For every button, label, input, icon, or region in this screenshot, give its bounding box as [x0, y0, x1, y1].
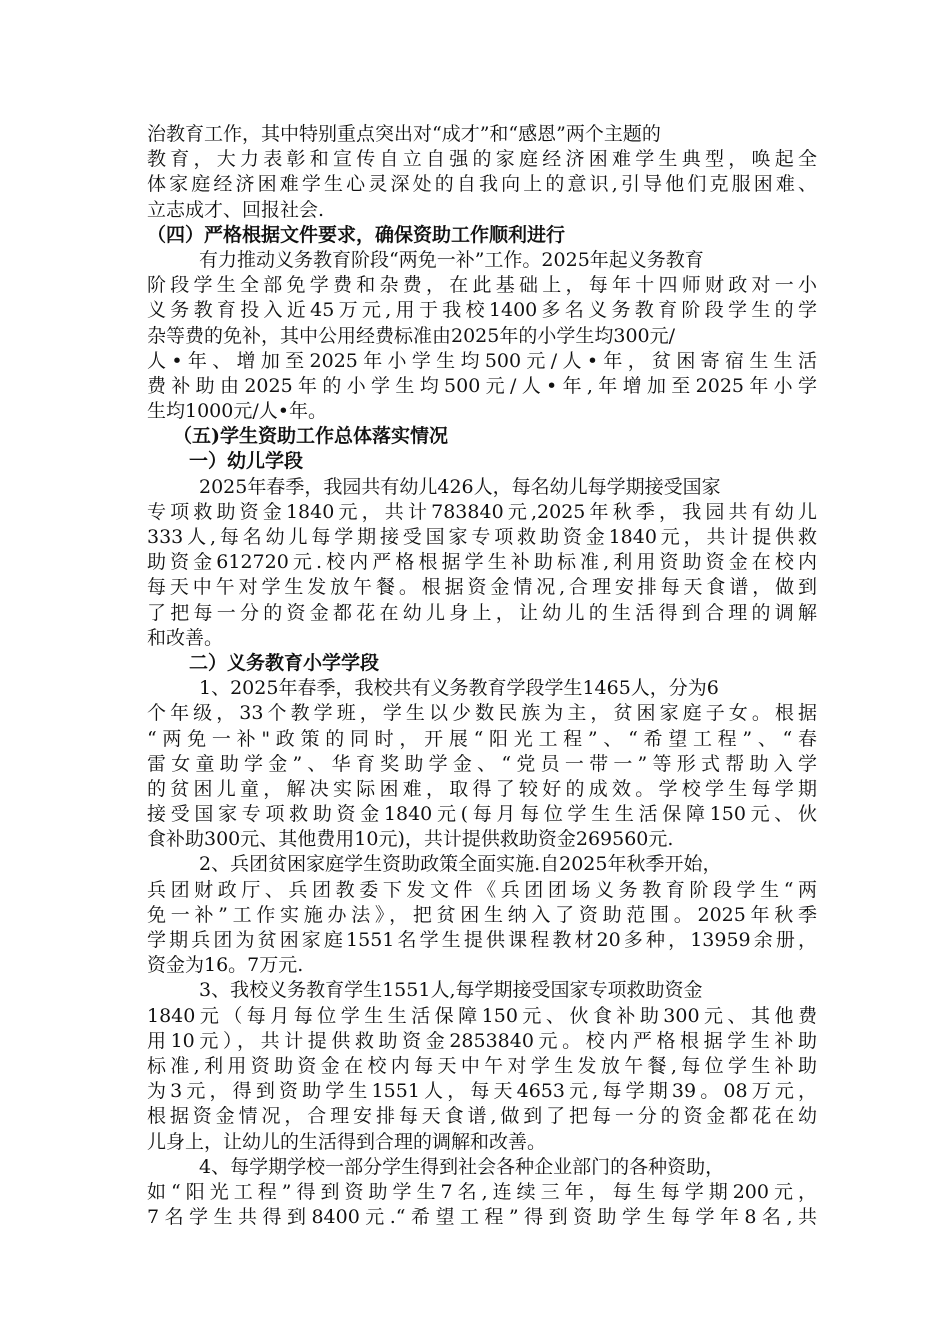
body-text-line: 了把每一分的资金都花在幼儿身上，让幼儿的生活得到合理的调解 [147, 601, 817, 624]
body-text-line: 2025年春季，我园共有幼儿426人，每名幼儿每学期接受国家 [199, 475, 721, 498]
body-text-line: 治教育工作，其中特别重点突出对“成才”和“感恩”两个主题的 [147, 123, 661, 145]
body-text-line: 人•年、增加至2025年小学生均500元/人•年，贫困寄宿生生活 [147, 349, 817, 372]
body-text-line: “两免一补"政策的同时，开展“阳光工程”、“希望工程”、“春 [147, 727, 817, 750]
body-text-line: 333人,每名幼儿每学期接受国家专项救助资金1840元，共计提供救 [147, 526, 817, 548]
body-text-line: 兵团财政厅、兵团教委下发文件《兵团团场义务教育阶段学生“两 [147, 878, 817, 901]
body-text-line: 接受国家专项救助资金1840元(每月每位学生生活保障150元、伙 [147, 803, 817, 826]
body-text-line: 7名学生共得到8400元.“希望工程”得到资助学生每学年8名,共 [147, 1206, 817, 1229]
body-text-line: 4、每学期学校一部分学生得到社会各种企业部门的各种资助， [199, 1155, 725, 1178]
body-text-line: 义务教育投入近45万元,用于我校1400多名义务教育阶段学生的学 [147, 299, 817, 322]
section-heading: 二）义务教育小学学段 [189, 651, 380, 674]
body-text-line: 个年级，33个教学班，学生以少数民族为主，贫困家庭子女。根据 [147, 702, 817, 725]
body-text-line: 1840元（每月每位学生生活保障150元、伙食补助300元、其他费 [147, 1004, 817, 1027]
body-text-line: 阶段学生全部免学费和杂费，在此基础上，每年十四师财政对一小 [147, 274, 817, 297]
body-text-line: 费补助由2025年的小学生均500元/人•年,年增加至2025年小学 [147, 374, 817, 397]
body-text-line: 为3元，得到资助学生1551人，每天4653元,每学期39。08万元， [147, 1080, 817, 1103]
body-text-line: 1、2025年春季，我校共有义务教育学段学生1465人，分为6 [199, 677, 719, 700]
body-text-line: 用10元），共计提供救助资金2853840元。校内严格根据学生补助 [147, 1029, 817, 1052]
body-text-line: 资金为16。7万元. [147, 954, 304, 977]
section-heading: （四）严格根据文件要求，确保资助工作顺利进行 [147, 223, 566, 246]
body-text-line: 标准,利用资助资金在校内每天中午对学生发放午餐,每位学生补助 [147, 1054, 817, 1077]
body-text-line: 雷女童助学金”、华育奖助学金、“党员一带一”等形式帮助入学 [147, 752, 817, 775]
section-heading: （五)学生资助工作总体落实情况 [173, 425, 448, 448]
body-text-line: 2、兵团贫困家庭学生资助政策全面实施.自2025年秋季开始， [199, 853, 722, 876]
body-text-line: 体家庭经济困难学生心灵深处的自我向上的意识,引导他们克服困难、 [147, 173, 817, 196]
body-text-line: 食补助300元、其他费用10元)，共计提供救助资金269560元. [147, 828, 674, 851]
body-text-line: 根据资金情况，合理安排每天食谱,做到了把每一分的资金都花在幼 [147, 1105, 817, 1128]
section-heading: 一）幼儿学段 [189, 450, 304, 473]
body-text-line: 3、我校义务教育学生1551人,每学期接受国家专项救助资金 [199, 979, 703, 1002]
body-text-line: 学期兵团为贫困家庭1551名学生提供课程教材20多种，13959余册， [147, 929, 817, 951]
body-text-line: 和改善。 [147, 626, 224, 649]
document-page [147, 122, 817, 1230]
body-text-line: 有力推动义务教育阶段“两免一补”工作。2025年起义务教育 [199, 248, 704, 271]
body-text-line: 的贫困儿童，解决实际困难，取得了较好的成效。学校学生每学期 [147, 777, 817, 800]
body-text-line: 如“阳光工程”得到资助学生7名,连续三年，每生每学期200元， [147, 1180, 817, 1203]
body-text-line: 儿身上，让幼儿的生活得到合理的调解和改善。 [147, 1130, 547, 1153]
body-text-line: 杂等费的免补，其中公用经费标准由2025年的小学生均300元/ [147, 324, 676, 347]
body-text-line: 专项救助资金1840元，共计783840元,2025年秋季，我园共有幼儿 [147, 500, 817, 523]
body-text-line: 每天中午对学生发放午餐。根据资金情况,合理安排每天食谱，做到 [147, 576, 817, 599]
body-text-line: 立志成才、回报社会. [147, 198, 325, 221]
body-text-line: 生均1000元/人•年。 [147, 400, 327, 423]
body-text-line: 教育，大力表彰和宣传自立自强的家庭经济困难学生典型，唤起全 [147, 148, 817, 171]
body-text-line: 助资金612720元.校内严格根据学生补助标准,利用资助资金在校内 [147, 551, 817, 574]
body-text-line: 免一补”工作实施办法》，把贫困生纳入了资助范围。2025年秋季 [147, 903, 817, 926]
